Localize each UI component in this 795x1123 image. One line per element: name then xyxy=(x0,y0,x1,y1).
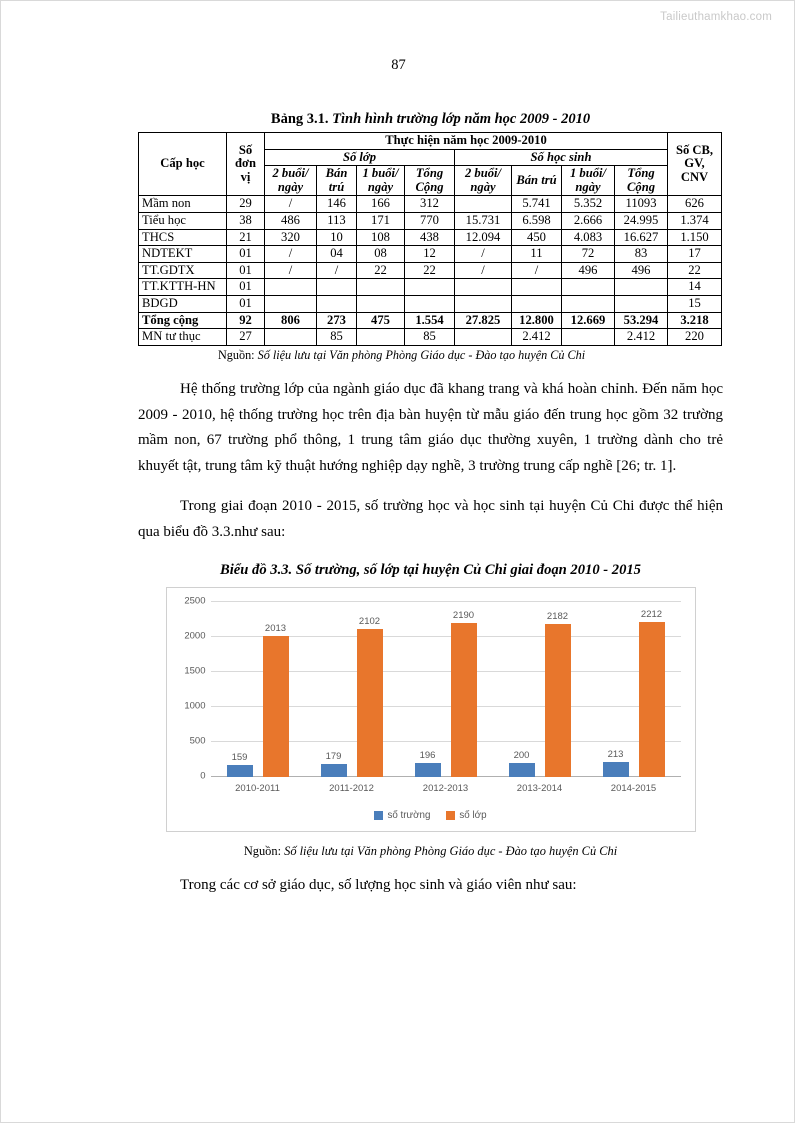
xtick-label: 2011-2012 xyxy=(329,782,374,794)
bar-so-truong[interactable] xyxy=(509,749,535,777)
cell-hs-2buoi xyxy=(455,196,512,213)
cell-lop-2buoi xyxy=(265,329,317,346)
bar-group xyxy=(493,602,587,794)
page-content xyxy=(138,111,723,898)
cell-hs-2buoi: 12.094 xyxy=(455,229,512,246)
legend-label: số trường xyxy=(387,809,431,821)
cell-hs-1buoi: 4.083 xyxy=(562,229,615,246)
bar-group xyxy=(211,602,305,794)
bar-value: 2102 xyxy=(358,616,381,628)
cell-lop-1buoi xyxy=(357,329,405,346)
cell-name: TT.GDTX xyxy=(139,262,227,279)
bar-so-truong[interactable] xyxy=(415,749,441,777)
cell-name: Mầm non xyxy=(139,196,227,213)
bar-group xyxy=(587,602,681,794)
cell-donvi: 92 xyxy=(227,312,265,329)
th-hs-bantru: Bán trú xyxy=(512,166,562,196)
cell-cb: 22 xyxy=(668,262,722,279)
cell-donvi: 01 xyxy=(227,262,265,279)
bar-so-truong[interactable] xyxy=(227,752,253,776)
th-so-lop: Số lớp xyxy=(265,149,455,166)
cell-cb: 1.374 xyxy=(668,212,722,229)
legend-swatch-icon xyxy=(374,811,383,820)
cell-lop-2buoi: / xyxy=(265,196,317,213)
table-row xyxy=(139,295,722,312)
cell-hs-tong: 53.294 xyxy=(615,312,668,329)
bar-groups xyxy=(211,602,681,794)
cell-lop-bantru: / xyxy=(317,262,357,279)
chart-source-lead: Nguồn: xyxy=(243,843,282,858)
cell-hs-1buoi: 5.352 xyxy=(562,196,615,213)
chart-source-note xyxy=(138,844,723,859)
cell-lop-tong xyxy=(405,279,455,296)
cell-hs-bantru: 2.412 xyxy=(512,329,562,346)
cell-donvi: 29 xyxy=(227,196,265,213)
cell-cb: 15 xyxy=(668,295,722,312)
cell-hs-2buoi: / xyxy=(455,246,512,263)
th-hs-2buoi: 2 buổi/ ngày xyxy=(455,166,512,196)
cell-hs-bantru xyxy=(512,279,562,296)
cell-lop-bantru: 10 xyxy=(317,229,357,246)
cell-lop-bantru: 113 xyxy=(317,212,357,229)
xtick-label: 2010-2011 xyxy=(235,782,280,794)
table-caption xyxy=(138,111,723,128)
cell-hs-2buoi xyxy=(455,279,512,296)
cell-lop-1buoi: 166 xyxy=(357,196,405,213)
cell-lop-1buoi: 171 xyxy=(357,212,405,229)
th-lop-tong: Tổng Cộng xyxy=(405,166,455,196)
bar-value: 2013 xyxy=(264,622,287,634)
cell-hs-1buoi: 496 xyxy=(562,262,615,279)
cell-lop-bantru xyxy=(317,279,357,296)
table-row xyxy=(139,246,722,263)
cell-lop-1buoi: 22 xyxy=(357,262,405,279)
cell-lop-2buoi: / xyxy=(265,246,317,263)
cell-hs-tong: 83 xyxy=(615,246,668,263)
th-lop-bantru: Bán trú xyxy=(317,166,357,196)
cell-hs-tong: 24.995 xyxy=(615,212,668,229)
bar-chart xyxy=(166,587,696,832)
ytick-2500: 2500 xyxy=(184,595,206,606)
table-source-text: Số liệu lưu tại Văn phòng Phòng Giáo dục - Đào tạo huyện Củ Chi xyxy=(254,347,586,362)
cell-donvi: 27 xyxy=(227,329,265,346)
bar-value: 2212 xyxy=(640,608,663,620)
th-lop-2buoi: 2 buổi/ ngày xyxy=(265,166,317,196)
cell-hs-1buoi: 2.666 xyxy=(562,212,615,229)
cell-lop-tong: 438 xyxy=(405,229,455,246)
bar-value: 200 xyxy=(513,749,530,761)
cell-hs-tong xyxy=(615,295,668,312)
cell-name: BDGD xyxy=(139,295,227,312)
cell-donvi: 01 xyxy=(227,279,265,296)
cell-lop-2buoi: 320 xyxy=(265,229,317,246)
table-row xyxy=(139,262,722,279)
cell-lop-2buoi xyxy=(265,295,317,312)
chart-plot-area xyxy=(184,595,681,794)
ytick-0: 0 xyxy=(200,770,206,781)
cell-lop-tong: 1.554 xyxy=(405,312,455,329)
cell-hs-2buoi: / xyxy=(455,262,512,279)
cell-hs-tong: 496 xyxy=(615,262,668,279)
cell-lop-2buoi: 486 xyxy=(265,212,317,229)
bar-so-lop[interactable] xyxy=(545,610,571,777)
cell-lop-tong xyxy=(405,295,455,312)
th-thuc-hien: Thực hiện năm học 2009-2010 xyxy=(265,133,668,150)
cell-name: NDTEKT xyxy=(139,246,227,263)
chart-source-text: Số liệu lưu tại Văn phòng Phòng Giáo dục - Đào tạo huyện Củ Chi xyxy=(281,843,618,858)
bar-group xyxy=(399,602,493,794)
bar-so-lop[interactable] xyxy=(451,610,477,776)
cell-donvi: 01 xyxy=(227,246,265,263)
cell-name: Tổng cộng xyxy=(139,312,227,329)
cell-hs-bantru: 11 xyxy=(512,246,562,263)
table-row xyxy=(139,279,722,296)
bar-so-lop[interactable] xyxy=(263,622,289,777)
cell-hs-2buoi xyxy=(455,295,512,312)
cell-lop-2buoi: / xyxy=(265,262,317,279)
ytick-2000: 2000 xyxy=(184,630,206,641)
bar-value: 2190 xyxy=(452,610,475,622)
ytick-500: 500 xyxy=(189,735,206,746)
cell-lop-bantru: 04 xyxy=(317,246,357,263)
legend-item-so-truong[interactable] xyxy=(374,810,430,821)
th-so-hoc-sinh: Số học sinh xyxy=(455,149,668,166)
bar-value: 2182 xyxy=(546,610,569,622)
cell-hs-bantru: 6.598 xyxy=(512,212,562,229)
cell-hs-2buoi: 15.731 xyxy=(455,212,512,229)
cell-lop-tong: 22 xyxy=(405,262,455,279)
cell-name: THCS xyxy=(139,229,227,246)
cell-lop-tong: 12 xyxy=(405,246,455,263)
cell-name: Tiểu học xyxy=(139,212,227,229)
cell-hs-2buoi: 27.825 xyxy=(455,312,512,329)
cell-cb: 3.218 xyxy=(668,312,722,329)
bar-so-lop[interactable] xyxy=(357,616,383,776)
cell-hs-1buoi: 72 xyxy=(562,246,615,263)
cell-hs-2buoi xyxy=(455,329,512,346)
table-row xyxy=(139,229,722,246)
cell-hs-tong xyxy=(615,279,668,296)
cell-lop-tong: 85 xyxy=(405,329,455,346)
cell-lop-tong: 312 xyxy=(405,196,455,213)
bar-value: 196 xyxy=(419,749,436,761)
school-statistics-table xyxy=(138,132,722,346)
cell-hs-bantru xyxy=(512,295,562,312)
ytick-1000: 1000 xyxy=(184,700,206,711)
cell-lop-1buoi xyxy=(357,295,405,312)
th-hs-tong: Tổng Cộng xyxy=(615,166,668,196)
table-row-total xyxy=(139,312,722,329)
chart-legend xyxy=(167,810,695,821)
cell-hs-1buoi xyxy=(562,295,615,312)
chart-title: Biểu đồ 3.3. Số trường, số lớp tại huyện Củ Chi giai đoạn 2010 - 2015 xyxy=(220,561,641,578)
paragraph-1: Hệ thống trường lớp của ngành giáo dục đã khang trang và khá hoàn chỉnh. Đến năm học 2009 - 2010, hệ thống trường học trên địa bàn huyện từ mẫu giáo đến trung học gồm 32 trường mầm non, 67 trường phổ thông, 1 trung tâm giáo dục thường xuyên, 1 trường dành cho trẻ khuyết tật, trung tâm kỹ thuật hướng nghiệp dạy nghề, 3 trường trung cấp nghề [26; tr. 1]. xyxy=(138,380,723,475)
bar-so-lop[interactable] xyxy=(639,608,665,777)
table-caption-number: Bảng 3.1. xyxy=(270,111,329,127)
legend-swatch-icon xyxy=(446,811,455,820)
cell-donvi: 01 xyxy=(227,295,265,312)
cell-hs-tong: 16.627 xyxy=(615,229,668,246)
cell-donvi: 38 xyxy=(227,212,265,229)
th-hs-1buoi: 1 buổi/ ngày xyxy=(562,166,615,196)
paragraph-3: Trong các cơ sở giáo dục, số lượng học sinh và giáo viên như sau: xyxy=(180,876,577,893)
table-source-lead: Nguồn: xyxy=(218,347,255,362)
cell-hs-bantru: 5.741 xyxy=(512,196,562,213)
cell-hs-bantru: / xyxy=(512,262,562,279)
cell-lop-1buoi: 475 xyxy=(357,312,405,329)
cell-cb: 17 xyxy=(668,246,722,263)
th-lop-1buoi: 1 buổi/ ngày xyxy=(357,166,405,196)
xtick-label: 2012-2013 xyxy=(422,782,469,794)
cell-cb: 1.150 xyxy=(668,229,722,246)
xtick-label: 2013-2014 xyxy=(516,782,563,794)
cell-lop-1buoi: 108 xyxy=(357,229,405,246)
cell-name: TT.KTTH-HN xyxy=(139,279,227,296)
cell-lop-1buoi: 08 xyxy=(357,246,405,263)
cell-lop-bantru xyxy=(317,295,357,312)
xtick-label: 2014-2015 xyxy=(610,782,657,794)
cell-hs-bantru: 12.800 xyxy=(512,312,562,329)
cell-lop-bantru: 146 xyxy=(317,196,357,213)
cell-lop-1buoi xyxy=(357,279,405,296)
table-caption-text: Tình hình trường lớp năm học 2009 - 2010 xyxy=(328,111,591,127)
table-row xyxy=(139,196,722,213)
paragraph-2: Trong giai đoạn 2010 - 2015, số trường học và học sinh tại huyện Củ Chi được thể hiện qua biểu đồ 3.3.như sau: xyxy=(138,497,723,540)
cell-cb: 14 xyxy=(668,279,722,296)
table-row xyxy=(139,212,722,229)
table-header-row-1 xyxy=(139,133,722,150)
cell-lop-tong: 770 xyxy=(405,212,455,229)
bar-value: 179 xyxy=(325,750,342,762)
cell-hs-1buoi xyxy=(562,329,615,346)
th-cap-hoc: Cấp học xyxy=(139,133,227,196)
cell-hs-tong: 2.412 xyxy=(615,329,668,346)
cell-lop-bantru: 85 xyxy=(317,329,357,346)
page-number: 87 xyxy=(391,57,406,73)
cell-hs-tong: 11093 xyxy=(615,196,668,213)
legend-item-so-lop[interactable] xyxy=(446,810,486,821)
legend-label: số lớp xyxy=(459,809,487,821)
cell-hs-1buoi: 12.669 xyxy=(562,312,615,329)
bar-value: 213 xyxy=(607,748,624,760)
bar-so-truong[interactable] xyxy=(603,748,629,777)
cell-lop-2buoi xyxy=(265,279,317,296)
cell-hs-bantru: 450 xyxy=(512,229,562,246)
cell-hs-1buoi xyxy=(562,279,615,296)
cell-name: MN tư thục xyxy=(139,329,227,346)
cell-donvi: 21 xyxy=(227,229,265,246)
cell-lop-2buoi: 806 xyxy=(265,312,317,329)
bar-value: 159 xyxy=(231,752,248,764)
th-so-don-vi: Số đơn vị xyxy=(227,133,265,196)
cell-cb: 626 xyxy=(668,196,722,213)
cell-lop-bantru: 273 xyxy=(317,312,357,329)
watermark: Tailieuthamkhao.com xyxy=(660,11,772,23)
bar-so-truong[interactable] xyxy=(321,750,347,777)
ytick-1500: 1500 xyxy=(184,665,206,676)
cell-cb: 220 xyxy=(668,329,722,346)
bar-group xyxy=(305,602,399,794)
table-row xyxy=(139,329,722,346)
th-so-cb: Số CB, GV, CNV xyxy=(668,133,722,196)
table-source-note xyxy=(218,348,723,363)
